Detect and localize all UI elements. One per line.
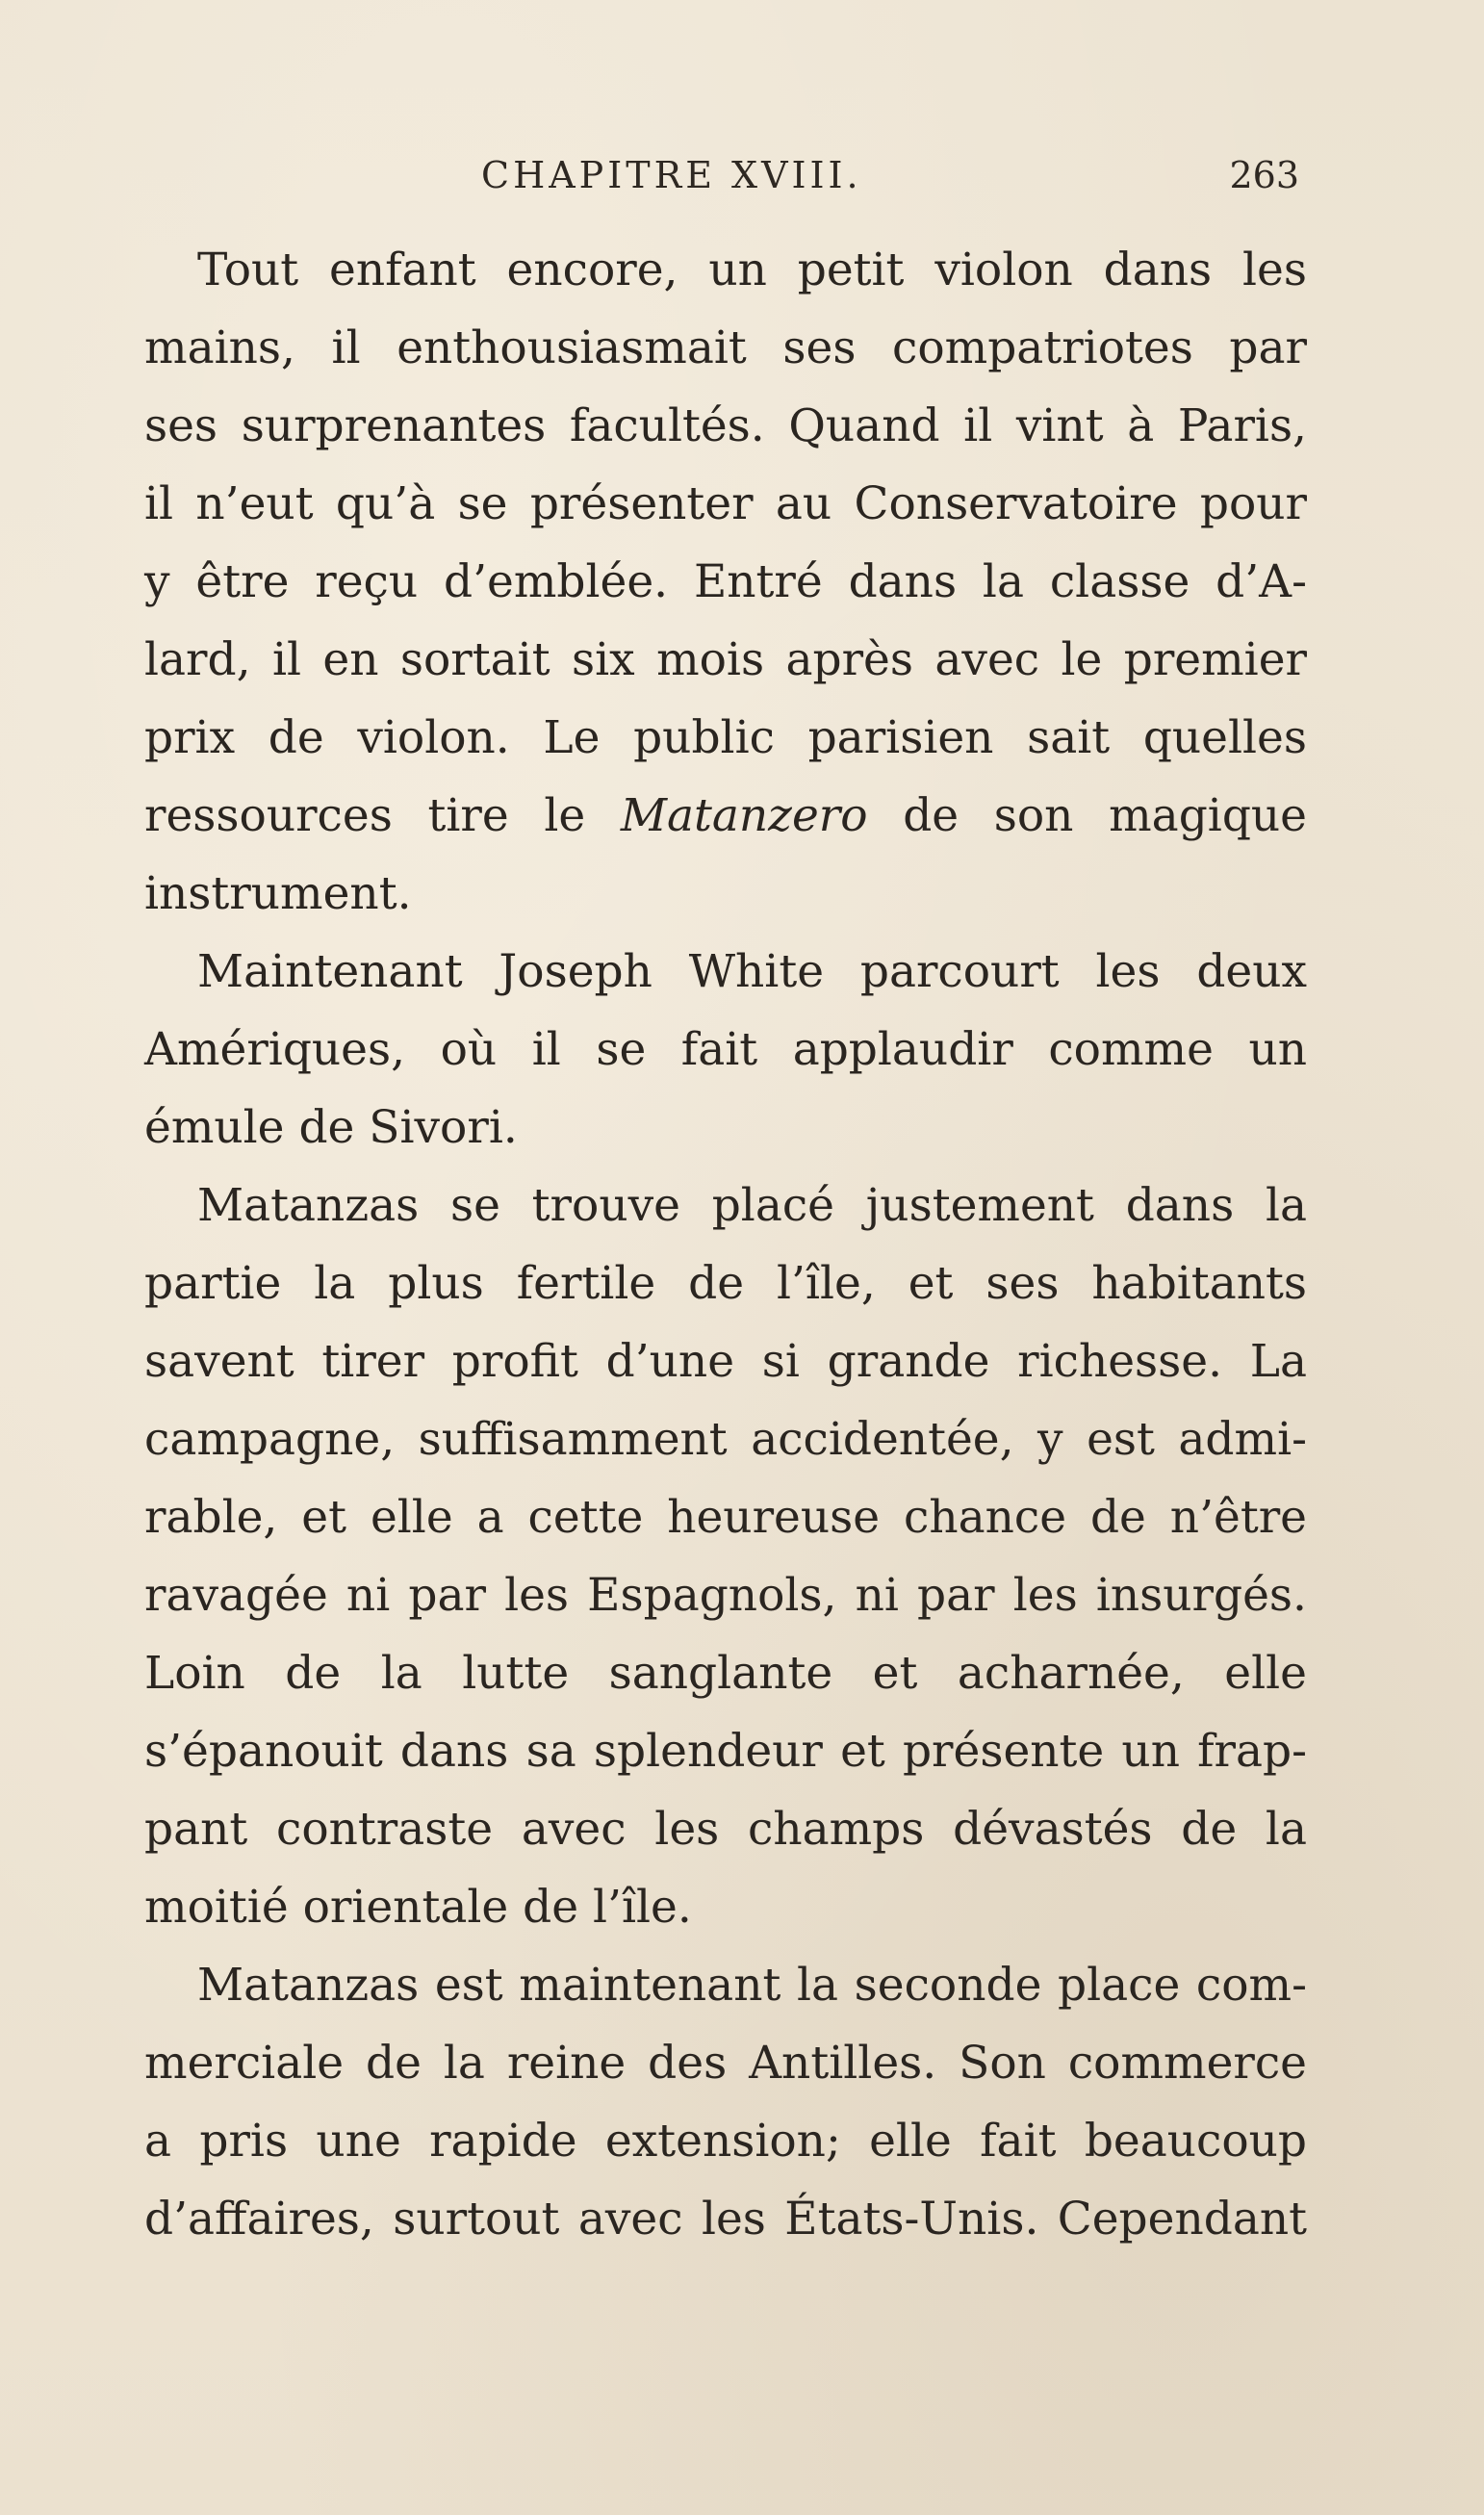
text-segment: de son magique — [867, 789, 1307, 842]
text-line: Loin de la lutte sanglante et acharnée, elle — [144, 1647, 1307, 1700]
text-line: a pris une rapide extension; elle fait beaucoup — [144, 2115, 1307, 2168]
text-segment: ressources tire le — [144, 789, 621, 842]
text-line: ravagée ni par les Espagnols, ni par les insurgés. — [144, 1569, 1307, 1622]
page-number: 263 — [1229, 154, 1299, 196]
text-line: merciale de la reine des Antilles. Son commerce — [144, 2037, 1307, 2090]
text-line: il n’eut qu’à se présenter au Conservatoire pour — [144, 477, 1307, 530]
text-line: d’affaires, surtout avec les États-Unis. Cependant — [144, 2193, 1307, 2246]
running-head: CHAPITRE XVIII. — [481, 154, 862, 196]
paragraph-3 — [144, 1167, 1307, 1946]
paragraph-2 — [144, 933, 1307, 1167]
paragraph-4 — [144, 1946, 1307, 2258]
text-line-with-italic — [144, 777, 1307, 855]
text-line: Amériques, où il se fait applaudir comme un — [144, 1023, 1307, 1076]
body-text — [144, 231, 1307, 2258]
text-line: campagne, suffisamment accidentée, y est admi- — [144, 1413, 1307, 1466]
text-line: savent tirer profit d’une si grande richesse. La — [144, 1335, 1307, 1388]
text-line: Matanzas se trouve placé justement dans la — [197, 1179, 1307, 1232]
text-line: partie la plus fertile de l’île, et ses habitants — [144, 1257, 1307, 1310]
text-line: moitié orientale de l’île. — [144, 1881, 692, 1934]
text-line: Matanzas est maintenant la seconde place com- — [197, 1959, 1307, 2012]
text-line: Maintenant Joseph White parcourt les deux — [197, 945, 1307, 998]
paragraph-1 — [144, 231, 1307, 933]
text-line: rable, et elle a cette heureuse chance de n’être — [144, 1491, 1307, 1544]
text-line: prix de violon. Le public parisien sait quelles — [144, 711, 1307, 764]
text-line: Tout enfant encore, un petit violon dans les — [197, 244, 1307, 296]
text-line: s’épanouit dans sa splendeur et présente un frap- — [144, 1725, 1307, 1778]
text-line: instrument. — [144, 867, 412, 920]
page-header — [144, 154, 1299, 208]
text-line: émule de Sivori. — [144, 1101, 518, 1154]
text-line: ses surprenantes facultés. Quand il vint à Paris, — [144, 399, 1307, 452]
text-line: lard, il en sortait six mois après avec le premier — [144, 633, 1307, 686]
text-line: y être reçu d’emblée. Entré dans la classe d’A- — [144, 555, 1307, 608]
text-line: pant contraste avec les champs dévastés de la — [144, 1803, 1307, 1856]
text-line: mains, il enthousiasmait ses compatriotes par — [144, 321, 1307, 374]
italic-term: Matanzero — [620, 789, 868, 842]
